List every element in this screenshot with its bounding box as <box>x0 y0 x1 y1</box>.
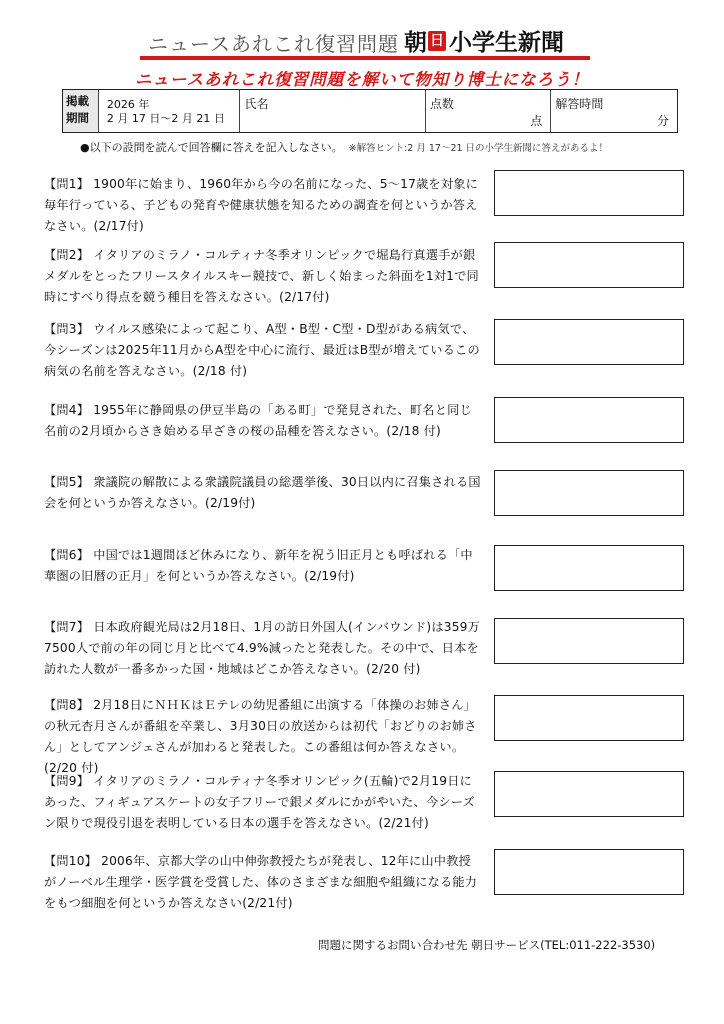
name-label: 氏名 <box>244 97 269 111</box>
question-4: 【問4】 1955年に静岡県の伊豆半島の「ある町」で発見された、町名と同じ名前の2月頃からさき始める早ざきの桜の品種を答えなさい。(2/18 付) <box>44 403 472 438</box>
time-label: 解答時間 <box>555 97 604 111</box>
logo-text-post: 小学生新聞 <box>449 30 564 56</box>
question-1: 【問1】 1900年に始まり、1960年から今の名前になった、5～17歳を対象に毎年行っている、子どもの発育や健康状態を知るための調査を何というか答えなさい。(2/17付) <box>44 177 478 233</box>
answer-box-1[interactable] <box>494 170 684 216</box>
worksheet-title: ニュースあれこれ復習問題 <box>148 32 399 56</box>
logo-mark-icon: 日 <box>430 32 444 49</box>
question-2: 【問2】 イタリアのミラノ・コルティナ冬季オリンピックで堀島行真選手が銀メダルをとったフリースタイルスキー競技で、新しく始まった斜面を1対1で同時にすべり得点を競う種目を答えなさい。(2/17付) <box>44 248 479 304</box>
page-subtitle: ニュースあれこれ復習問題を解いて物知り博士になろう！ <box>134 70 590 89</box>
keisai-label <box>66 93 89 127</box>
header-divider <box>140 56 590 60</box>
newspaper-logo <box>404 24 564 57</box>
answer-box-3[interactable] <box>494 319 684 365</box>
instruction-hint: ※解答ヒント:2 月 17～21 日の小学生新聞に答えがあるよ！ <box>348 143 609 154</box>
period-year: 2026 年 <box>106 98 150 111</box>
score-label: 点数 <box>429 97 454 111</box>
period-cell <box>99 90 241 132</box>
time-unit: 分 <box>657 114 670 128</box>
answer-box-6[interactable] <box>494 545 684 591</box>
question-6: 【問6】 中国では1週間ほど休みになり、新年を祝う旧正月とも呼ばれる「中華圏の旧暦の正月」を何というか答えなさい。(2/19付) <box>44 548 473 583</box>
score-unit: 点 <box>530 114 543 128</box>
footer-contact: 問題に関するお問い合わせ先 朝日サービス(TEL:011-222-3530) <box>318 938 656 952</box>
keisai-cell <box>63 90 99 132</box>
instruction <box>80 139 608 155</box>
question-9: 【問9】 イタリアのミラノ・コルティナ冬季オリンピック(五輪)で2月19日にあった、フィギュアスケートの女子フリーで銀メダルにかがやいた、今シーズン限りで現役引退を表明している日本の選手を答えなさい。(2/21付) <box>44 774 475 830</box>
period-range: 2 月 17 日～2 月 21 日 <box>106 112 225 125</box>
logo-text-pre: 朝 <box>404 30 427 56</box>
info-table <box>62 89 678 133</box>
question-5: 【問5】 衆議院の解散による衆議院議員の総選挙後、30日以内に召集される国会を何というか答えなさい。(2/19付) <box>44 475 481 510</box>
question-7: 【問7】 日本政府観光局は2月18日、1月の訪日外国人(インバウンド)は359万7500人で前の年の同じ月と比べて4.9%減ったと発表した。その中で、日本を訪れた人数が一番多かった国・地域はどこか答えなさい。(2/20 付) <box>44 620 480 676</box>
page-header <box>140 20 590 60</box>
keisai-label-line2: 期間 <box>66 111 89 125</box>
answer-box-4[interactable] <box>494 397 684 443</box>
answer-box-7[interactable] <box>494 618 684 664</box>
question-10: 【問10】 2006年、京都大学の山中伸弥教授たちが発表し、12年に山中教授がノーベル生理学・医学賞を受賞した、体のさまざまな細胞や組織になる能力をもつ細胞を何というか答えなさい(2/21付) <box>44 854 478 910</box>
answer-box-2[interactable] <box>494 242 684 288</box>
answer-box-10[interactable] <box>494 849 684 895</box>
question-8: 【問8】 2月18日にＮＨＫはＥテレの幼児番組に出演する「体操のお姉さん」の秋元杏月さんが番組を卒業し、3月30日の放送からは初代「おどりのお姉さん」としてアンジェさんが加わると発表した。この番組は何か答えなさい。(2/20 付) <box>44 698 477 775</box>
answer-box-8[interactable] <box>494 695 684 741</box>
score-field[interactable] <box>426 90 552 132</box>
keisai-label-line1: 掲載 <box>66 94 89 108</box>
name-field[interactable] <box>240 90 425 132</box>
answer-box-9[interactable] <box>494 771 684 817</box>
instruction-main: ●以下の設問を読んで回答欄に答えを記入しなさい。 <box>80 141 343 154</box>
question-3: 【問3】 ウイルス感染によって起こり、A型・B型・C型・D型がある病気で、今シーズンは2025年11月からA型を中心に流行、最近はB型が増えているこの病気の名前を答えなさい。(2/18 付) <box>44 322 480 378</box>
answer-box-5[interactable] <box>494 470 684 516</box>
time-field[interactable] <box>551 90 677 132</box>
